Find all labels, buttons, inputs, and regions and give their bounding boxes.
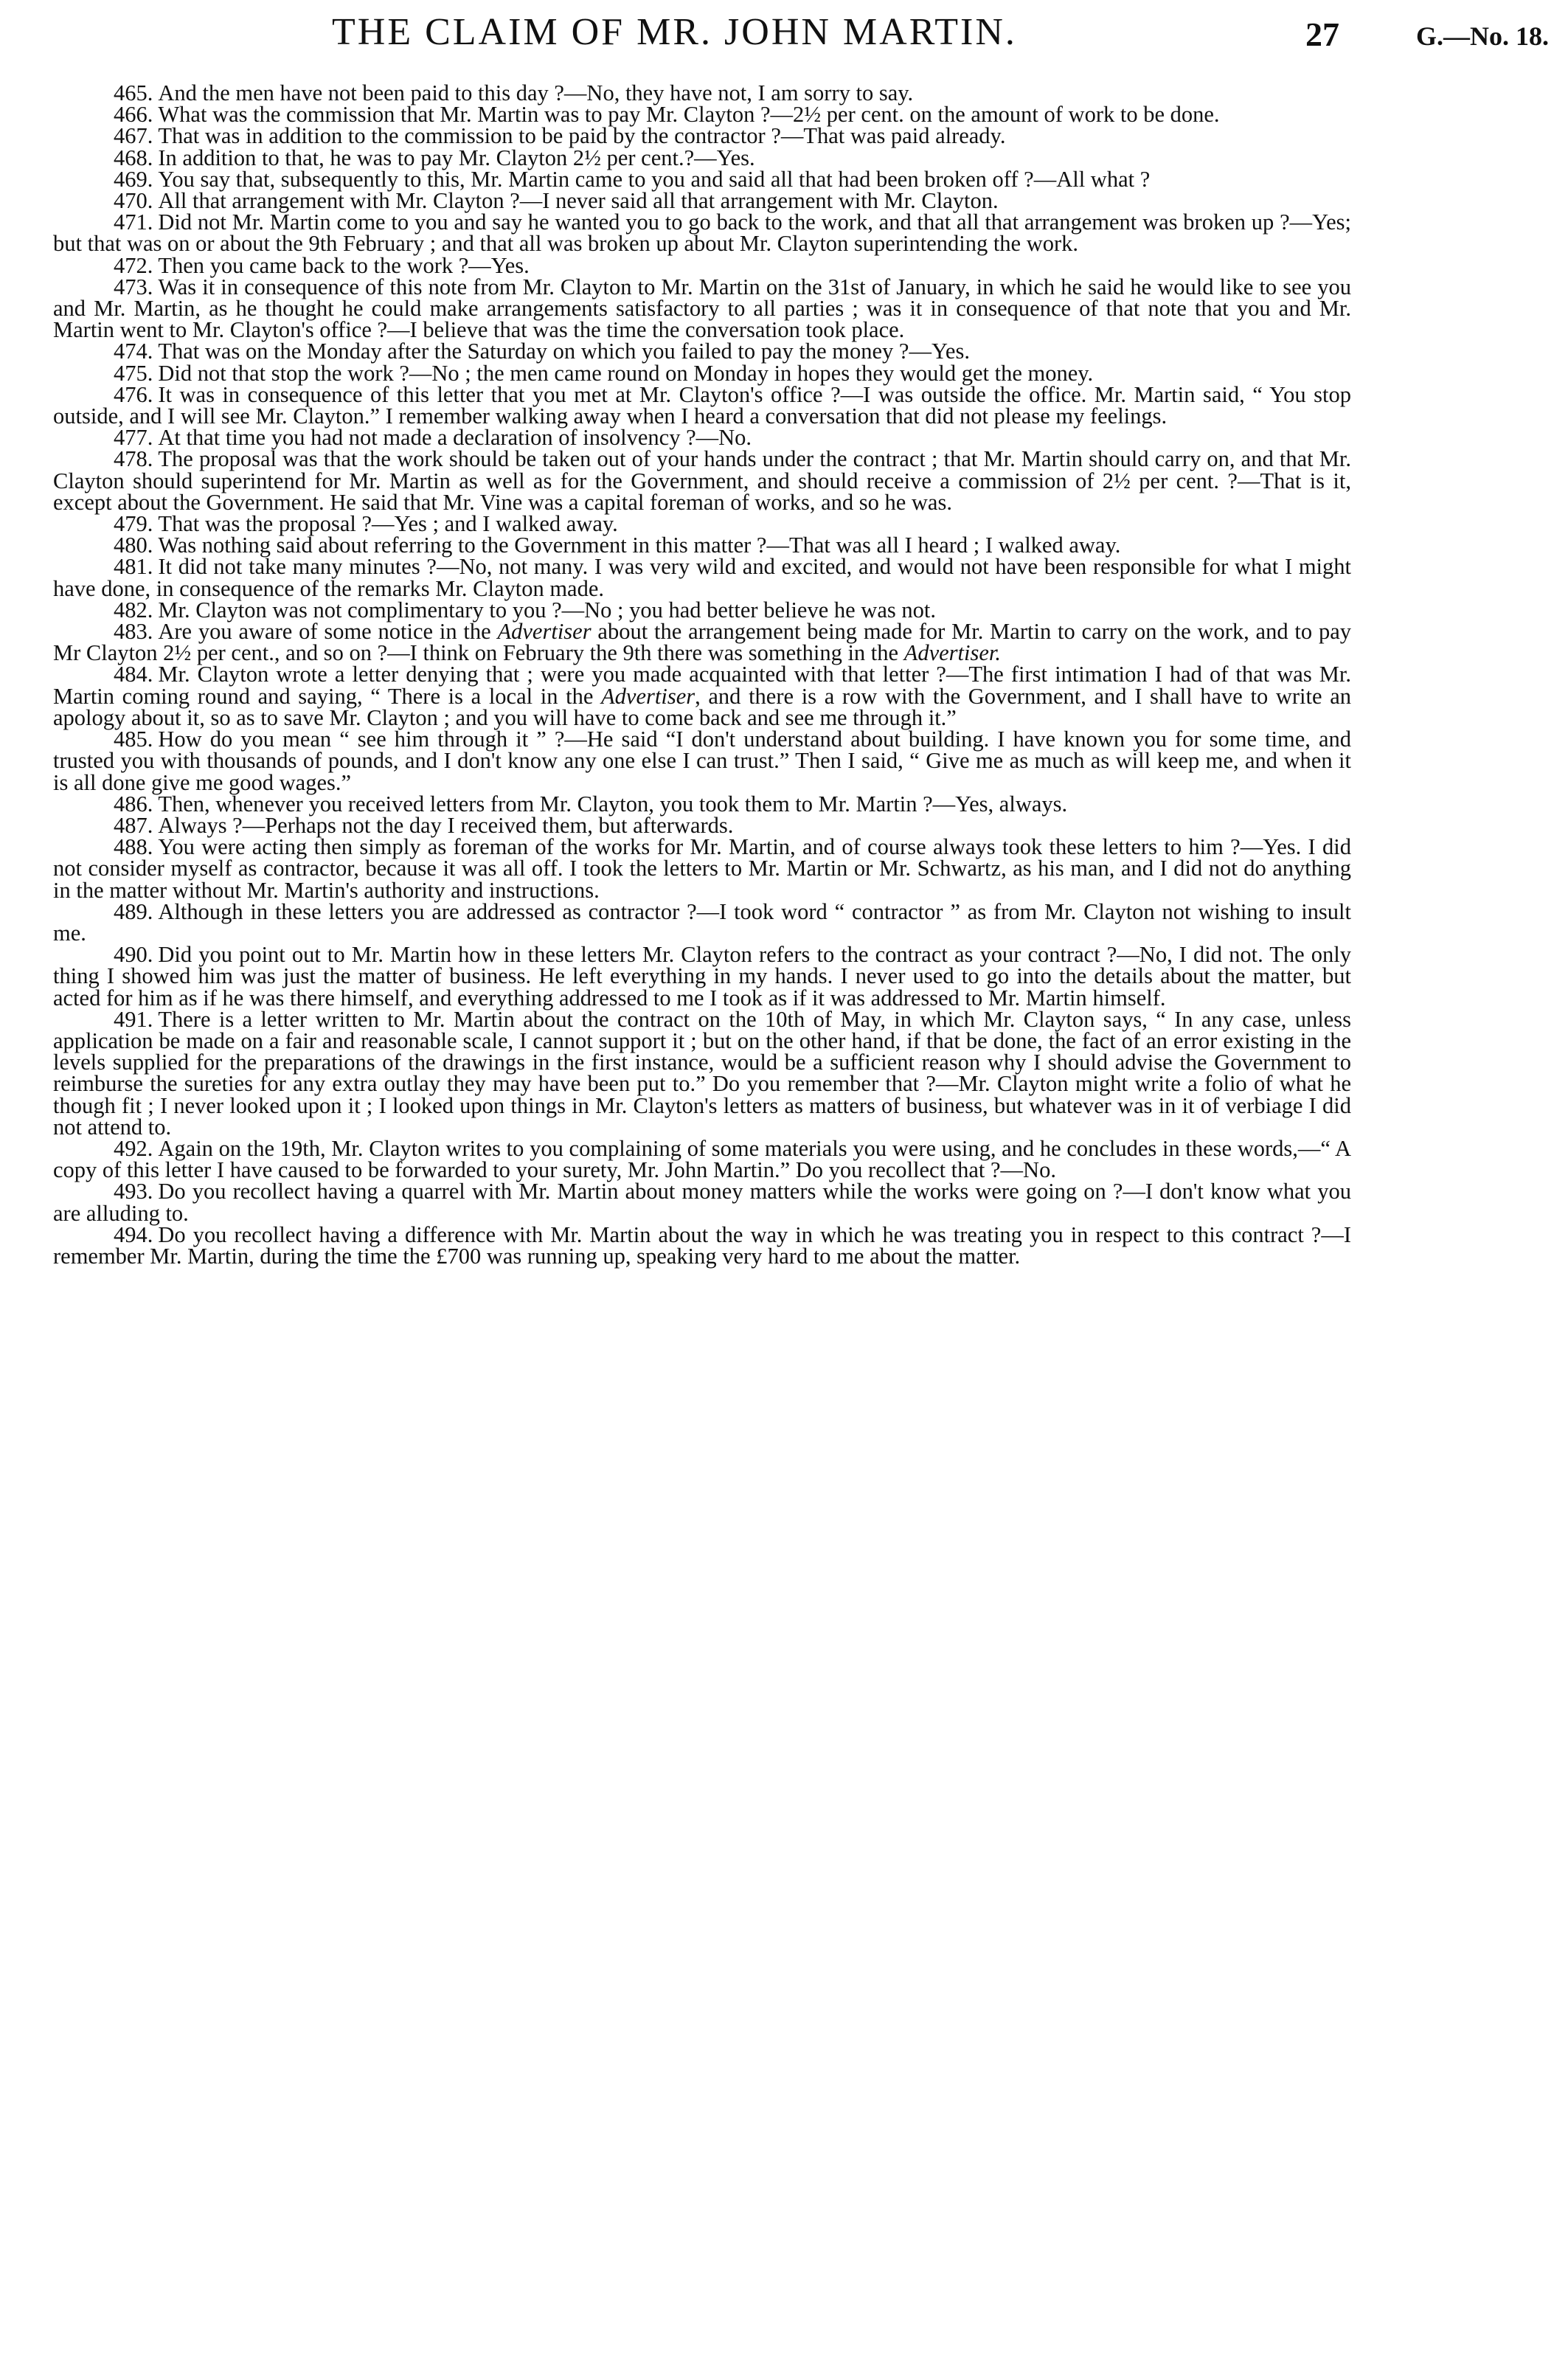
question-number: 488. [114, 834, 153, 860]
question-text: You were acting then simply as foreman of the works for Mr. Martin, and of course always took these letters to him ?—Yes. I did not consider myself as contractor, because it was all off. I took the letters to Mr. Martin or Mr. Schwartz, as his man, and I did not do anything in the matter without Mr. Martin's authority and instructions. [53, 834, 1351, 903]
question-text: What was the commission that Mr. Martin was to pay Mr. Clayton ?—2½ per cent. on the amount of work to be done. [158, 102, 1220, 128]
question-number: 475. [114, 360, 153, 386]
question-number: 474. [114, 339, 153, 364]
question-491 [53, 1006, 1351, 1140]
question-text: And the men have not been paid to this day ?—No, they have not, I am sorry to say. [158, 80, 914, 105]
question-483 [53, 621, 1351, 664]
question-text-start: Mr. Clayton wrote a letter denying that ; were you made acquainted with that letter ?—The first intimation I had of that was Mr. Martin coming round and saying, “ There is a local in the [53, 662, 1351, 709]
question-number: 485. [114, 727, 153, 752]
question-470 [53, 190, 1351, 212]
question-text: Did not Mr. Martin come to you and say he wanted you to go back to the work, and that all that arrangement was broken up ?—Yes; but that was on or about the 9th February ; and that all was broken up about Mr. Clayton superintending the work. [53, 209, 1351, 257]
question-number: 472. [114, 252, 153, 278]
question-text: That was on the Monday after the Saturday on which you failed to pay the money ?—Yes. [158, 339, 970, 364]
question-number: 486. [114, 791, 153, 817]
question-number: 466. [114, 102, 153, 128]
question-466 [53, 102, 1351, 128]
question-text: The proposal was that the work should be taken out of your hands under the contract ; that Mr. Martin should carry on, and that Mr. Clayton should superintend for Mr. Martin as well as for the Government, and should receive a commission of 2½ per cent. ?—That is it, except about the Government. He said that Mr. Vine was a capital foreman of works, and so he was. [53, 446, 1351, 515]
question-number: 491. [114, 1006, 153, 1032]
question-484 [53, 664, 1351, 729]
question-text: Always ?—Perhaps not the day I received them, but afterwards. [158, 812, 734, 838]
question-text: It did not take many minutes ?—No, not many. I was very wild and excited, and would not have been responsible for what I might have done, in consequence of the remarks Mr. Clayton made. [53, 554, 1351, 601]
question-number: 473. [114, 274, 153, 299]
newspaper-title: Advertiser [497, 619, 592, 645]
testimony-body [53, 80, 1351, 1269]
question-text-middle: , and there is a row with the Government, and I shall have to write an apology about it, so as to save Mr. Clayton ; and you will have to come back and see me through it.” [53, 683, 1351, 730]
question-number: 483. [114, 619, 153, 645]
question-number: 468. [114, 145, 153, 170]
question-number: 465. [114, 80, 153, 105]
page-number: 27 [1305, 15, 1339, 53]
question-text: There is a letter written to Mr. Martin about the contract on the 10th of May, in which Mr. Clayton says, “ In any case, unless application be made on a fair and reasonable scale, I cannot support it ; but on the other hand, if that be done, the fact of an error existing in the levels supplied for the preparations of the drawings in the first instance, would be a sufficient reason why I should advise the Government to reimburse the sureties for any extra outlay they may have been put to.” Do you remember that ?—Mr. Clayton might write a folio of what he though fit ; I never looked upon it ; I looked upon things in Mr. Clayton's letters as matters of business, but whatever was in it of verbiage I did not attend to. [53, 1006, 1351, 1140]
question-number: 478. [114, 446, 153, 472]
question-number: 493. [114, 1179, 153, 1204]
question-text: Then, whenever you received letters from Mr. Clayton, you took them to Mr. Martin ?—Yes, always. [158, 791, 1068, 817]
question-467 [53, 125, 1351, 147]
question-text: At that time you had not made a declaration of insolvency ?—No. [158, 425, 752, 451]
question-486 [53, 791, 1351, 817]
question-text: Did you point out to Mr. Martin how in these letters Mr. Clayton refers to the contract as your contract ?—No, I did not. The only thing I showed him was just the matter of business. He left everything in my hands. I never used to go into the details about the matter, but acted for him as if he was there himself, and everything addressed to me I took as if it was addressed to Mr. Martin himself. [53, 942, 1351, 1011]
question-465 [53, 80, 1351, 105]
question-number: 477. [114, 425, 153, 451]
newspaper-title: Advertiser [601, 683, 695, 709]
question-text: Do you recollect having a difference with Mr. Martin about the way in which he was treating you in respect to this contract ?—I remember Mr. Martin, during the time the £700 was running up, speaking very hard to me about the matter. [53, 1221, 1351, 1269]
question-number: 487. [114, 812, 153, 838]
question-text: Mr. Clayton was not complimentary to you ?—No ; you had better believe he was not. [158, 597, 936, 623]
question-text: You say that, subsequently to this, Mr. Martin came to you and said all that had been broken off ?—All what ? [158, 166, 1151, 192]
question-493 [53, 1181, 1351, 1224]
question-text: That was in addition to the commission to be paid by the contractor ?—That was paid already. [158, 123, 1006, 149]
question-text: That was the proposal ?—Yes ; and I walked away. [158, 511, 618, 537]
question-480 [53, 535, 1351, 556]
question-469 [53, 166, 1351, 192]
question-text: Then you came back to the work ?—Yes. [158, 252, 530, 278]
question-number: 492. [114, 1135, 153, 1161]
question-481 [53, 556, 1351, 599]
question-474 [53, 341, 1351, 362]
question-number: 494. [114, 1221, 153, 1247]
question-478 [53, 448, 1351, 513]
question-476 [53, 381, 1351, 429]
question-number: 476. [114, 381, 153, 407]
question-text: Again on the 19th, Mr. Clayton writes to you complaining of some materials you were using, and he concludes in these words,—“ A copy of this letter I have caused to be forwarded to your surety, Mr. John Martin.” Do you recollect that ?—No. [53, 1135, 1351, 1183]
question-number: 480. [114, 533, 153, 558]
question-text: Did not that stop the work ?—No ; the men came round on Monday in hopes they would get the money. [158, 360, 1094, 386]
question-482 [53, 597, 1351, 623]
question-477 [53, 425, 1351, 451]
question-text: It was in consequence of this letter that you met at Mr. Clayton's office ?—I was outside the office. Mr. Martin said, “ You stop outside, and I will see Mr. Clayton.” I remember walking away when I heard a conversation that did not please my feelings. [53, 381, 1351, 429]
question-number: 489. [114, 898, 153, 924]
question-494 [53, 1221, 1351, 1269]
question-number: 467. [114, 123, 153, 149]
question-number: 490. [114, 942, 153, 968]
question-number: 469. [114, 166, 153, 192]
question-text: Do you recollect having a quarrel with Mr. Martin about money matters while the works were going on ?—I don't know what you are alluding to. [53, 1179, 1351, 1226]
question-475 [53, 360, 1351, 386]
series-reference: G.—No. 18. [1416, 21, 1549, 51]
question-number: 482. [114, 597, 153, 623]
question-number: 481. [114, 554, 153, 580]
question-488 [53, 836, 1351, 901]
question-text-middle: about the arrangement being made for Mr. Martin to carry on the work, and to pay Mr Clayton 2½ per cent., and so on ?—I think on February the 9th there was something in the [53, 619, 1351, 666]
question-text: Was it in consequence of this note from Mr. Clayton to Mr. Martin on the 31st of January, in which he said he would like to see you and Mr. Martin, as he thought he could make arrangements satisfactory to all parties ; was it in consequence of that note that you and Mr. Martin went to Mr. Clayton's office ?—I believe that was the time the conversation took place. [53, 274, 1351, 343]
question-text: Was nothing said about referring to the Government in this matter ?—That was all I heard ; I walked away. [158, 533, 1121, 558]
question-number: 484. [114, 662, 153, 687]
question-number: 470. [114, 188, 153, 214]
question-471 [53, 209, 1351, 257]
question-text: In addition to that, he was to pay Mr. Clayton 2½ per cent.?—Yes. [158, 145, 755, 170]
question-text: Although in these letters you are addressed as contractor ?—I took word “ contractor ” as from Mr. Clayton not wishing to insult me. [53, 898, 1351, 946]
question-473 [53, 274, 1351, 343]
newspaper-title: Advertiser. [903, 640, 1001, 666]
running-title: THE CLAIM OF MR. JOHN MARTIN. [332, 11, 1017, 53]
question-489 [53, 898, 1351, 946]
question-number: 471. [114, 209, 153, 235]
page-header [52, 10, 1549, 62]
question-text: How do you mean “ see him through it ” ?—He said “I don't understand about building. I have known you for some time, and trusted you with thousands of pounds, and I don't know any one else I can trust.” Then I said, “ Give me as much as will keep me, and when it is all done give me good wages.” [53, 727, 1351, 795]
question-text: All that arrangement with Mr. Clayton ?—I never said all that arrangement with Mr. Clayton. [158, 188, 999, 214]
question-479 [53, 513, 1351, 535]
question-490 [53, 944, 1351, 1009]
question-487 [53, 812, 1351, 838]
question-472 [53, 252, 1351, 278]
question-468 [53, 145, 1351, 170]
question-number: 479. [114, 511, 153, 537]
question-text-start: Are you aware of some notice in the [158, 619, 498, 645]
question-492 [53, 1135, 1351, 1183]
question-485 [53, 729, 1351, 794]
